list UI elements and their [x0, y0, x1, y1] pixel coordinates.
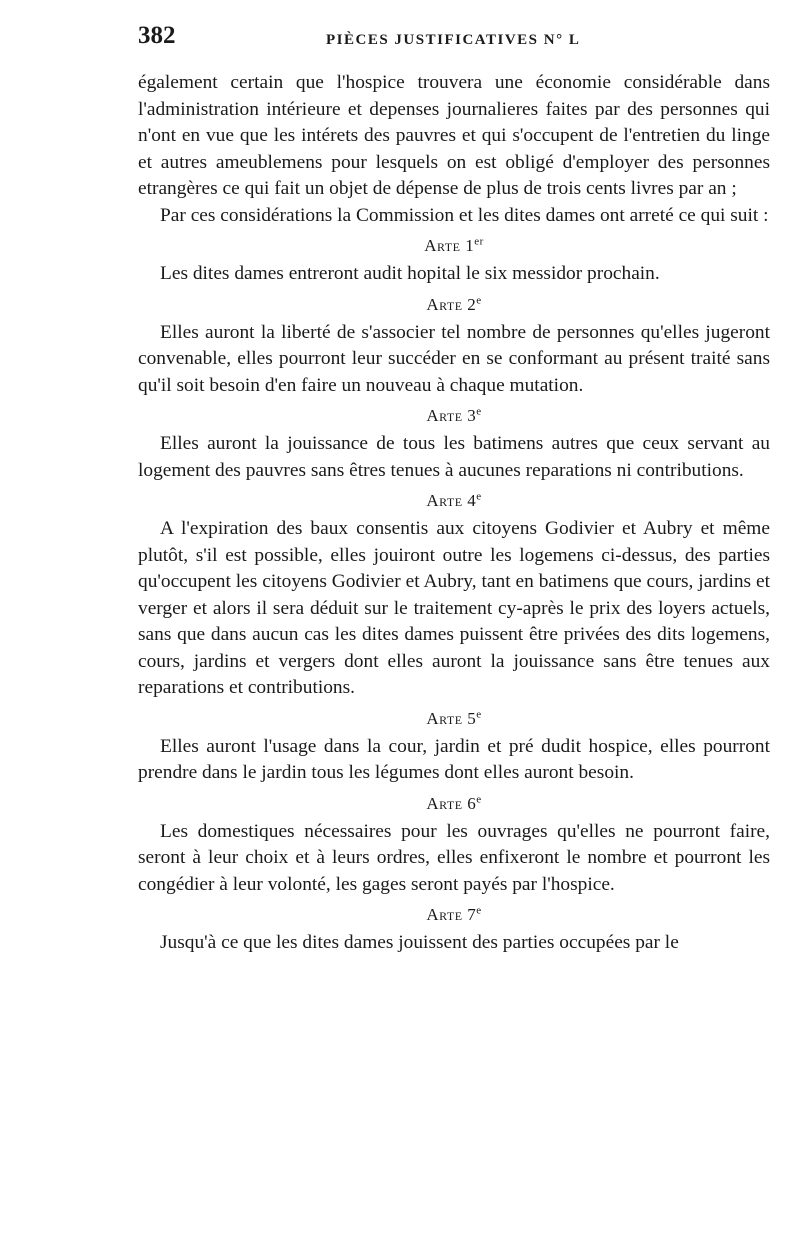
article-suffix: e	[476, 405, 482, 418]
article-number: 1	[465, 236, 475, 255]
article-label: Arte	[426, 294, 463, 314]
article-label: Arte	[426, 491, 463, 510]
article-suffix: er	[474, 235, 484, 248]
paragraph: Jusqu'à ce que les dites dames jouissent des parties occupées par le	[160, 932, 679, 953]
paragraph: Les dites dames entreront audit hopital le six messidor prochain.	[160, 263, 660, 284]
article-heading	[138, 707, 770, 730]
article-suffix: e	[476, 293, 482, 306]
article-label: Arte	[424, 236, 461, 255]
paragraph: Elles auront la jouissance de tous les batimens autres que ceux servant au logement des pauvres sans êtres tenues à aucunes reparations ni contributions.	[138, 433, 770, 481]
article-number: 2	[467, 294, 477, 314]
paragraph: Par ces considérations la Commission et les dites dames ont arreté ce qui suit :	[160, 204, 769, 226]
paragraph: Elles auront l'usage dans la cour, jardin et pré dudit hospice, elles pourront prendre dans le jardin tous les légumes dont elles auront besoin.	[138, 735, 770, 783]
article-heading	[138, 792, 770, 815]
article-number: 5	[467, 708, 477, 728]
article-number: 7	[467, 905, 477, 924]
page-number: 382	[138, 22, 176, 49]
article-heading	[138, 234, 770, 257]
paragraph: A l'expiration des baux consentis aux citoyens Godivier et Aubry et même plutôt, s'il est possible, elles jouiront outre les logemens ci-dessus, des parties qu'occupent les citoyens Godivier et Aubry, tant en batimens que cours, jardins et verger et alors il sera déduit sur le traitement cy-après le prix des loyers actuels, sans que dans aucun cas les dites dames puissent être privées des dits logemens, cours, jardins et vergers dont elles auront la jouissance sans être tenues aux reparations et contributions.	[138, 518, 770, 698]
paragraph: Elles auront la liberté de s'associer tel nombre de personnes qu'elles jugeront convenable, elles pourront leur succéder en se conformant au présent traité sans qu'il soit besoin d'en faire un nouveau à chaque mutation.	[138, 321, 770, 396]
paragraph: également certain que l'hospice trouvera une économie considérable dans l'administration intérieure et depenses journalieres faites par des personnes qui n'ont en vue que les intérets des pauvres et qui s'occupent de l'entretien du linge et autres ameublemens pour lesquels on est obligé d'employer des personnes etrangères ce qui fait un objet de dépense de plus de trois cents livres par an ;	[138, 72, 770, 199]
article-suffix: e	[476, 904, 482, 917]
article-label: Arte	[426, 793, 463, 813]
article-heading	[138, 489, 770, 512]
article-heading	[138, 903, 770, 926]
paragraph: Les domestiques nécessaires pour les ouvrages qu'elles ne pourront faire, seront à leur choix et à leurs ordres, elles enfixeront le nombre et pourront les congédier à leur volonté, les gages seront payés par l'hospice.	[138, 820, 770, 895]
article-label: Arte	[426, 406, 463, 425]
running-title: PIÈCES JUSTIFICATIVES N° L	[326, 32, 581, 48]
article-suffix: e	[476, 792, 482, 805]
article-number: 3	[467, 406, 477, 425]
article-suffix: e	[476, 707, 482, 720]
article-label: Arte	[426, 905, 463, 924]
body-text	[138, 70, 770, 957]
page-header	[138, 22, 770, 62]
article-heading	[138, 293, 770, 316]
article-heading	[138, 404, 770, 427]
article-number: 4	[467, 491, 477, 510]
article-label: Arte	[426, 708, 463, 728]
article-number: 6	[467, 793, 477, 813]
article-suffix: e	[476, 490, 482, 503]
